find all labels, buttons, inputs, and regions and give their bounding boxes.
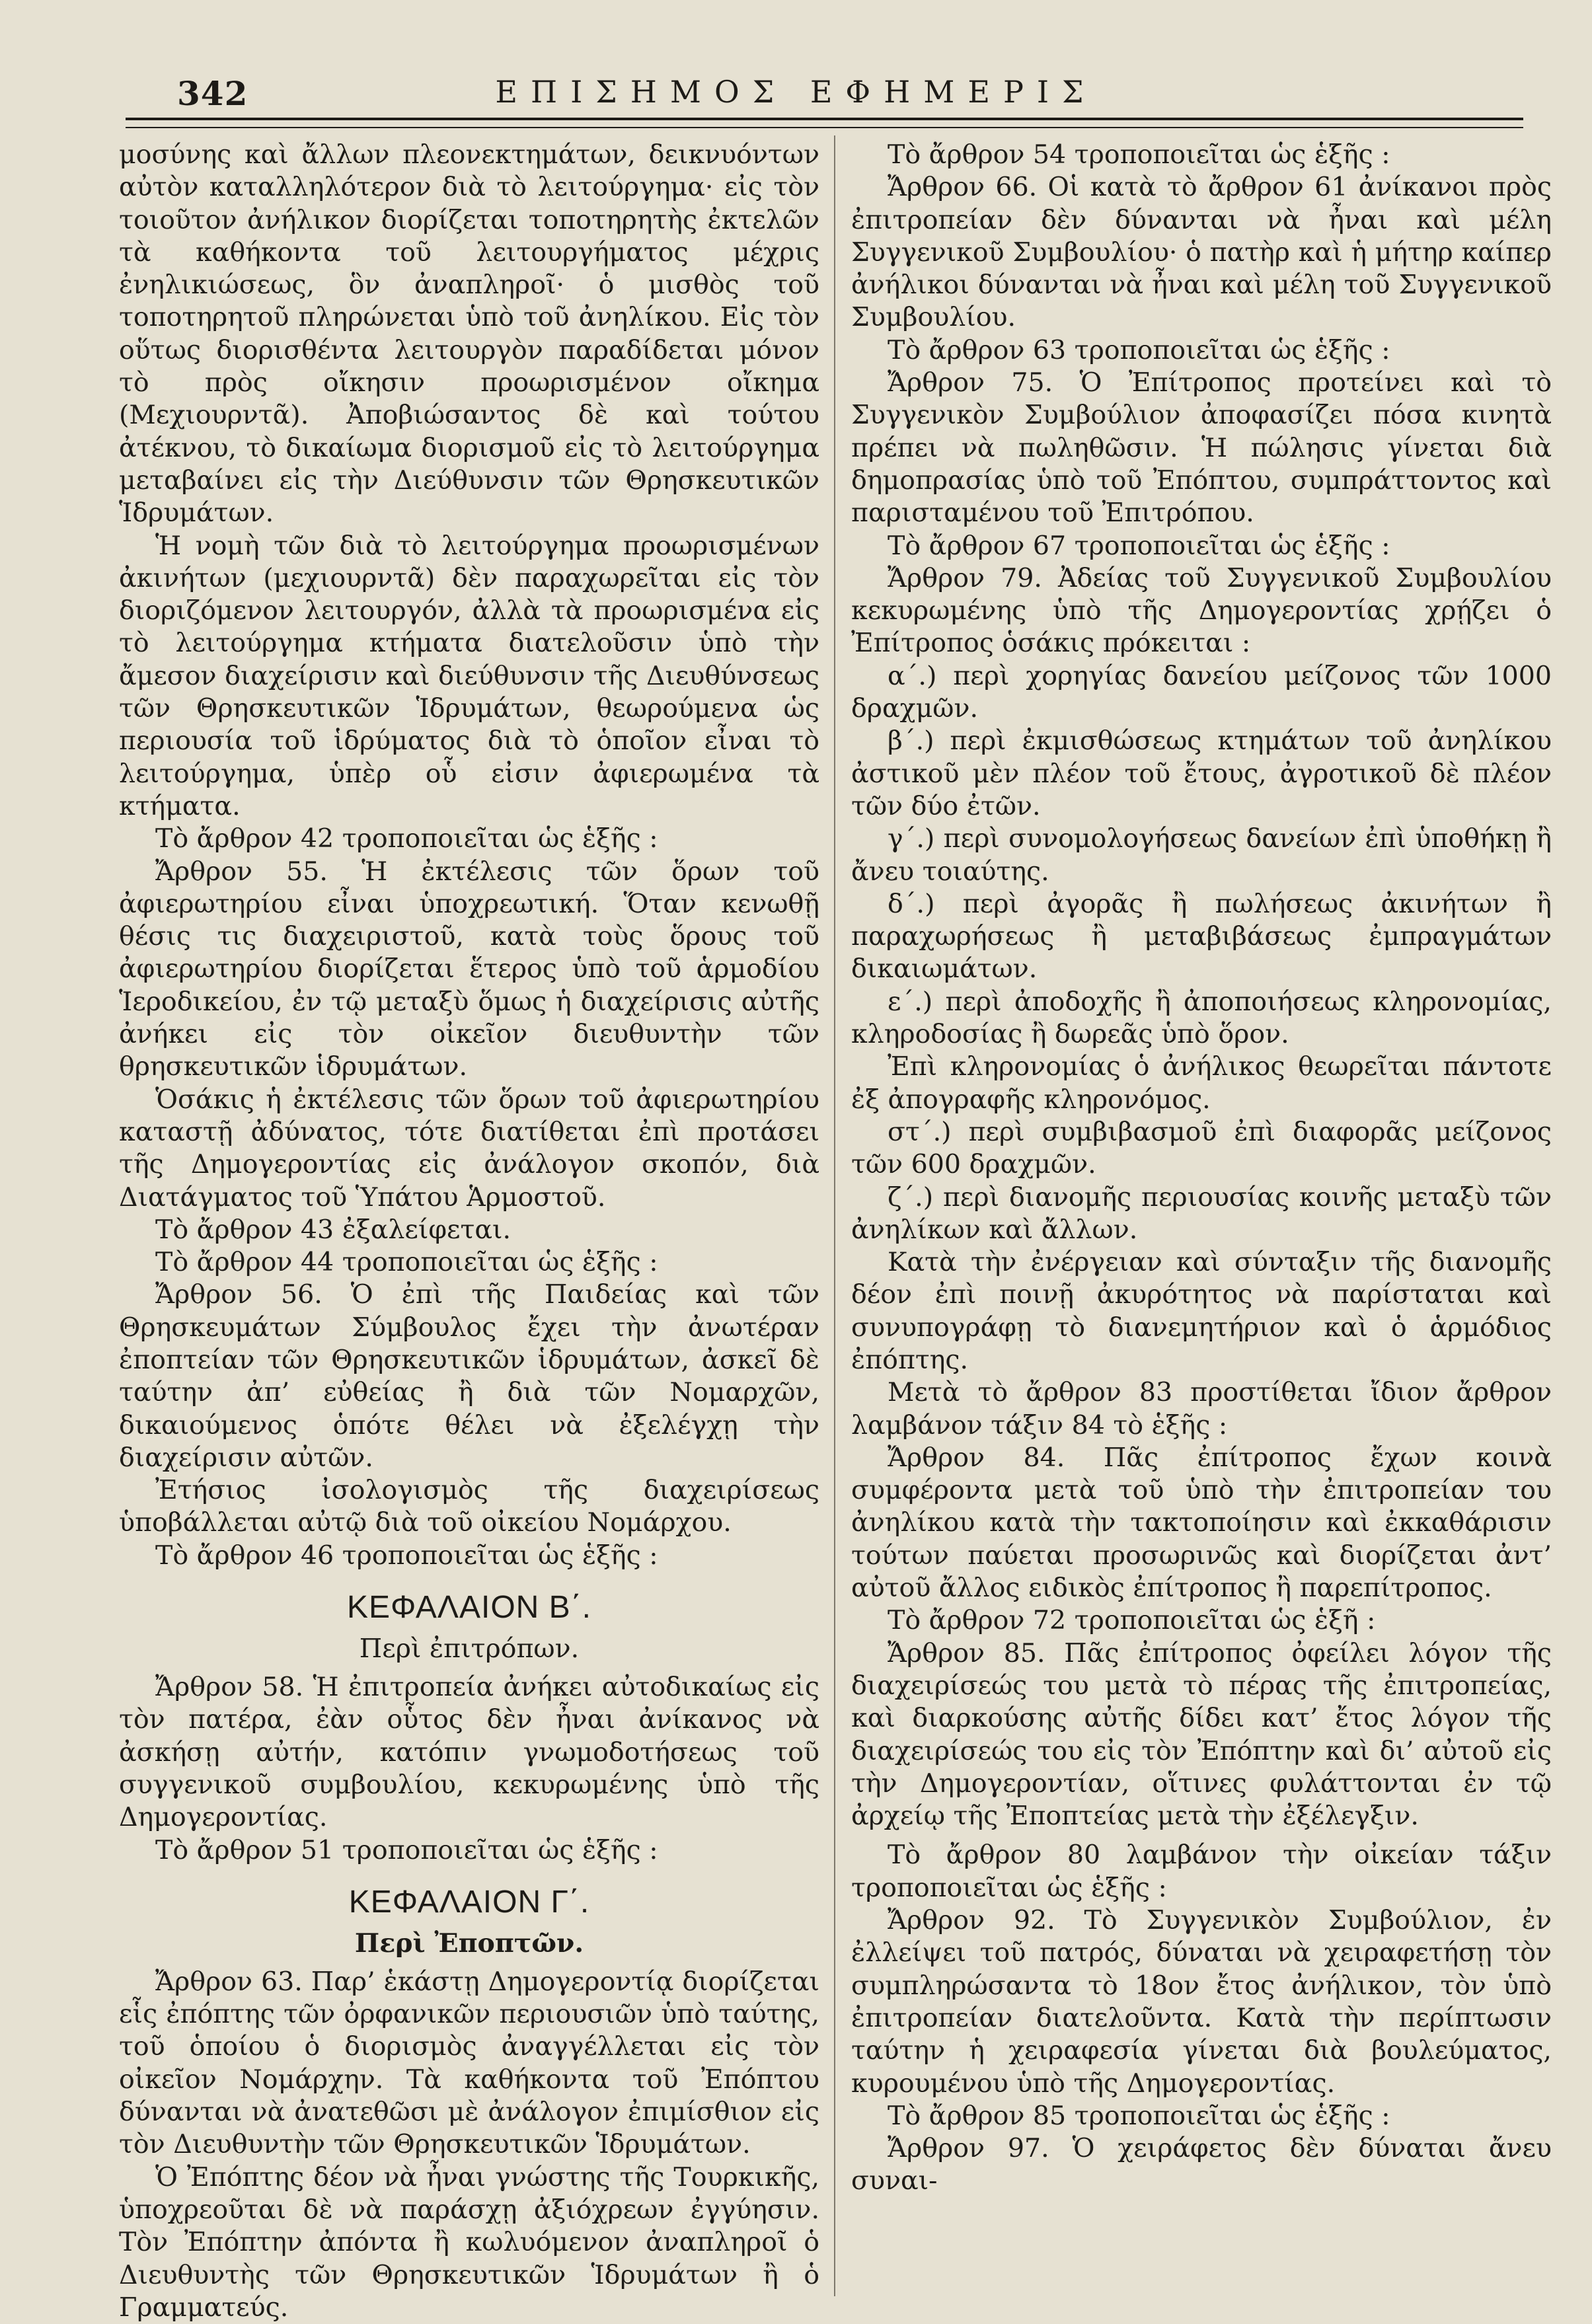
chapter-subheading: Περὶ Ἐποπτῶν.	[354, 1928, 584, 1959]
list-item: δ΄.) περὶ ἀγορᾶς ἢ πωλήσεως ἀκινήτων ἢ παραχωρήσεως ἢ μεταβιβάσεως ἐμπραγμάτων δικαιωμάτων.	[851, 888, 1552, 985]
paragraph: Ὁσάκις ἡ ἐκτέλεσις τῶν ὅρων τοῦ ἀφιερωτηρίου καταστῇ ἀδύνατος, τότε διατίθεται ἐπὶ προτάσει τῆς Δημογεροντίας εἰς ἀνάλογον σκοπόν, διὰ Διατάγματος τοῦ Ὑπάτου Ἁρμοστοῦ.	[119, 1084, 819, 1213]
chapter-subheading: Περὶ ἐπιτρόπων.	[359, 1633, 580, 1665]
paragraph: Ὁ Ἐπόπτης δέον νὰ ἦναι γνώστης τῆς Τουρκικῆς, ὑποχρεοῦται δὲ νὰ παράσχῃ ἀξιόχρεων ἐγγύησιν. Τὸν Ἐπόπτην ἀπόντα ἢ κωλυόμενον ἀναπληροῖ ὁ Διευθυντὴς τῶν Θρησκευτικῶν Ἱδρυμάτων ἢ ὁ Γραμματεύς.	[119, 2161, 819, 2323]
article-paragraph: Ἄρθρον 56. Ὁ ἐπὶ τῆς Παιδείας καὶ τῶν Θρησκευμάτων Σύμβουλος ἔχει τὴν ἀνωτέραν ἐποπτείαν τῶν Θρησκευτικῶν ἱδρυμάτων, ἀσκεῖ δὲ ταύτην ἀπ’ εὐθείας ἢ διὰ τῶν Νομαρχῶν, δικαιούμενος ὁπότε θέλει νὰ ἐξελέγχῃ τὴν διαχείρισιν αὐτῶν.	[119, 1279, 819, 1473]
amendment-line: Τὸ ἄρθρον 51 τροποποιεῖται ὡς ἑξῆς :	[155, 1834, 658, 1865]
column-divider	[834, 135, 835, 2296]
article-paragraph: Ἄρθρον 85. Πᾶς ἐπίτροπος ὀφείλει λόγον τῆς διαχειρίσεώς του μετὰ τὸ πέρας τῆς ἐπιτροπείας, καὶ διαρκούσης αὐτῆς δίδει κατ’ ἔτος λόγον τῆς διαχειρίσεώς του εἰς τὸν Ἐπόπτην καὶ δι’ αὐτοῦ εἰς τὴν Δημογεροντίαν, οἵτινες φυλάττονται ἐν τῷ ἀρχείῳ τῆς Ἐποπτείας μετὰ τὴν ἐξέλεγξιν.	[851, 1637, 1552, 1832]
left-column	[119, 139, 819, 2324]
list-item: α΄.) περὶ χορηγίας δανείου μείζονος τῶν 1000 δραχμῶν.	[851, 660, 1552, 724]
amendment-line: Τὸ ἄρθρον 72 τροποποιεῖται ὡς ἑξῆ :	[888, 1605, 1376, 1636]
article-paragraph: Ἄρθρον 79. Ἀδείας τοῦ Συγγενικοῦ Συμβουλίου κεκυρωμένης ὑπὸ τῆς Δημογεροντίας χρῄζει ὁ Ἐπίτροπος ὁσάκις πρόκειται :	[851, 562, 1552, 659]
amendment-line: Τὸ ἄρθρον 43 ἐξαλείφεται.	[155, 1214, 512, 1245]
page-number: 342	[177, 74, 248, 113]
chapter-heading: ΚΕΦΑΛΑΙΟΝ Γ΄.	[348, 1884, 590, 1920]
list-item: ε΄.) περὶ ἀποδοχῆς ἢ ἀποποιήσεως κληρονομίας, κληροδοσίας ἢ δωρεᾶς ὑπὸ ὅρον.	[851, 986, 1552, 1050]
amendment-line: Μετὰ τὸ ἄρθρον 83 προστίθεται ἴδιον ἄρθρον λαμβάνον τάξιν 84 τὸ ἑξῆς :	[851, 1377, 1552, 1441]
list-item: ζ΄.) περὶ διανομῆς περιουσίας κοινῆς μεταξὺ τῶν ἀνηλίκων καὶ ἄλλων.	[851, 1181, 1552, 1245]
journal-title: ΕΠΙΣΗΜΟΣ ΕΦΗΜΕΡΙΣ	[495, 74, 1097, 110]
page-header	[0, 0, 1592, 132]
list-item: β΄.) περὶ ἐκμισθώσεως κτημάτων τοῦ ἀνηλίκου ἀστικοῦ μὲν πλέον τοῦ ἔτους, ἀγροτικοῦ δὲ πλέον τῶν δύο ἐτῶν.	[851, 726, 1552, 821]
right-column	[851, 139, 1552, 2198]
amendment-line: Τὸ ἄρθρον 46 τροποποιεῖται ὡς ἑξῆς :	[155, 1540, 658, 1571]
chapter-heading: ΚΕΦΑΛΑΙΟΝ Β΄.	[346, 1590, 592, 1626]
article-paragraph: Ἄρθρον 66. Οἱ κατὰ τὸ ἄρθρον 61 ἀνίκανοι πρὸς ἐπιτροπείαν δὲν δύνανται νὰ ἦναι καὶ μέλη Συγγενικοῦ Συμβουλίου· ὁ πατὴρ καὶ ἡ μήτηρ καίπερ ἀνήλικοι δύνανται νὰ ἦναι καὶ μέλη τοῦ Συγγενικοῦ Συμβουλίου.	[851, 172, 1552, 333]
amendment-line: Τὸ ἄρθρον 54 τροποποιεῖται ὡς ἑξῆς :	[888, 139, 1390, 170]
paragraph: Ἐτήσιος ἰσολογισμὸς τῆς διαχειρίσεως ὑποβάλλεται αὐτῷ διὰ τοῦ οἰκείου Νομάρχου.	[119, 1475, 819, 1538]
list-item: στ΄.) περὶ συμβιβασμοῦ ἐπὶ διαφορᾶς μείζονος τῶν 600 δραχμῶν.	[851, 1116, 1552, 1180]
amendment-line: Τὸ ἄρθρον 80 λαμβάνον τὴν οἰκείαν τάξιν τροποποιεῖται ὡς ἑξῆς :	[851, 1840, 1552, 1903]
paragraph: μοσύνης καὶ ἄλλων πλεονεκτημάτων, δεικνυόντων αὐτὸν καταλληλότερον διὰ τὸ λειτούργημα· εἰς τὸν τοιοῦτον ἀνήλικον διορίζεται τοποτηρητὴς ἐκτελῶν τὰ καθήκοντα τοῦ λειτουργήματος μέχρις ἐνηλικιώσεως, ὃν ἀναπληροῖ· ὁ μισθὸς τοῦ τοποτηρητοῦ πληρώνεται ὑπὸ τοῦ ἀνηλίκου. Εἰς τὸν οὕτως διορισθέντα λειτουργὸν παραδίδεται μόνον τὸ πρὸς οἴκησιν προωρισμένον οἴκημα (Μεχιουρντᾶ). Ἀποβιώσαντος δὲ καὶ τούτου ἀτέκνου, τὸ δικαίωμα διορισμοῦ εἰς τὸ λειτούργημα μεταβαίνει εἰς τὴν Διεύθυνσιν τῶν Θρησκευτικῶν Ἱδρυμάτων.	[119, 139, 819, 529]
paragraph: Ἐπὶ κληρονομίας ὁ ἀνήλικος θεωρεῖται πάντοτε ἐξ ἀπογραφῆς κληρονόμος.	[851, 1051, 1552, 1115]
paragraph: Ἡ νομὴ τῶν διὰ τὸ λειτούργημα προωρισμένων ἀκινήτων (μεχιουρντᾶ) δὲν παραχωρεῖται εἰς τὸν διοριζόμενον λειτουργόν, ἀλλὰ τὰ προωρισμένα εἰς τὸ λειτούργημα κτήματα διατελοῦσιν ὑπὸ τὴν ἄμεσον διαχείρισιν καὶ διεύθυνσιν τῆς Διευθύνσεως τῶν Θρησκευτικῶν Ἱδρυμάτων, θεωρούμενα ὡς περιουσία τοῦ ἱδρύματος διὰ τὸ ὁποῖον εἶναι τὸ λειτούργημα, ὑπὲρ οὗ εἰσιν ἀφιερωμένα τὰ κτήματα.	[119, 530, 819, 821]
article-paragraph: Ἄρθρον 75. Ὁ Ἐπίτροπος προτείνει καὶ τὸ Συγγενικὸν Συμβούλιον ἀποφασίζει πόσα κινητὰ πρέπει νὰ πωληθῶσιν. Ἡ πώλησις γίνεται διὰ δημοπρασίας ὑπὸ τοῦ Ἐπόπτου, συμπράττοντος καὶ παρισταμένου τοῦ Ἐπιτρόπου.	[851, 367, 1552, 529]
article-paragraph: Ἄρθρον 84. Πᾶς ἐπίτροπος ἔχων κοινὰ συμφέροντα μετὰ τοῦ ὑπὸ τὴν ἐπιτροπείαν του ἀνηλίκου κατὰ τὴν τακτοποίησιν καὶ ἐκκαθάρισιν τούτων παύεται προσωρινῶς καὶ διορίζεται ἀντ’ αὐτοῦ ἄλλος ειδικὸς ἐπίτροπος ἢ παρεπίτροπος.	[851, 1442, 1552, 1604]
amendment-line: Τὸ ἄρθρον 67 τροποποιεῖται ὡς ἑξῆς :	[888, 530, 1390, 561]
header-rule	[126, 118, 1523, 128]
list-item: γ΄.) περὶ συνομολογήσεως δανείων ἐπὶ ὑποθήκῃ ἢ ἄνευ τοιαύτης.	[851, 823, 1552, 887]
article-paragraph: Ἄρθρον 63. Παρ’ ἑκάστῃ Δημογεροντίᾳ διορίζεται εἷς ἐπόπτης τῶν ὀρφανικῶν περιουσιῶν ὑπὸ ταύτης, τοῦ ὁποίου ὁ διορισμὸς ἀναγγέλλεται εἰς τὸν οἰκεῖον Νομάρχην. Τὰ καθήκοντα τοῦ Ἐπόπτου δύνανται νὰ ἀνατεθῶσι μὲ ἀνάλογον ἐπιμίσθιον εἰς τὸν Διευθυντὴν τῶν Θρησκευτικῶν Ἱδρυμάτων.	[119, 1966, 819, 2160]
amendment-line: Τὸ ἄρθρον 85 τροποποιεῖται ὡς ἑξῆς :	[888, 2100, 1390, 2131]
article-paragraph: Ἄρθρον 97. Ὁ χειράφετος δὲν δύναται ἄνευ συναι-	[851, 2133, 1552, 2196]
amendment-line: Τὸ ἄρθρον 42 τροποποιεῖται ὡς ἑξῆς :	[155, 823, 658, 854]
article-paragraph: Ἄρθρον 92. Τὸ Συγγενικὸν Συμβούλιον, ἐν ἐλλείψει τοῦ πατρός, δύναται νὰ χειραφετήσῃ τὸν συμπληρώσαντα τὸ 18ον ἔτος ἀνήλικον, τὸν ὑπὸ ἐπιτροπείαν διατελοῦντα. Κατὰ τὴν περίπτωσιν ταύτην ἡ χειραφεσία γίνεται διὰ βουλεύματος, κυρουμένου ὑπὸ τῆς Δημογεροντίας.	[851, 1905, 1552, 2099]
paragraph: Κατὰ τὴν ἐνέργειαν καὶ σύνταξιν τῆς διανομῆς δέον ἐπὶ ποινῇ ἀκυρότητος νὰ παρίσταται καὶ συνυπογράφῃ τὸ διανεμητήριον καὶ ὁ ἁρμόδιος ἐπόπτης.	[851, 1247, 1552, 1375]
article-paragraph: Ἄρθρον 58. Ἡ ἐπιτροπεία ἀνήκει αὐτοδικαίως εἰς τὸν πατέρα, ἐὰν οὗτος δὲν ἦναι ἀνίκανος νὰ ἀσκήσῃ αὐτήν, κατόπιν γνωμοδοτήσεως τοῦ συγγενικοῦ συμβουλίου, κεκυρωμένης ὑπὸ τῆς Δημογεροντίας.	[119, 1672, 819, 1833]
amendment-line: Τὸ ἄρθρον 44 τροποποιεῖται ὡς ἑξῆς :	[155, 1247, 658, 1278]
amendment-line: Τὸ ἄρθρον 63 τροποποιεῖται ὡς ἑξῆς :	[888, 334, 1390, 365]
article-paragraph: Ἄρθρον 55. Ἡ ἐκτέλεσις τῶν ὅρων τοῦ ἀφιερωτηρίου εἶναι ὑποχρεωτική. Ὅταν κενωθῇ θέσις τις διαχειριστοῦ, κατὰ τοὺς ὅρους τοῦ ἀφιερωτηρίου διορίζεται ἕτερος ὑπὸ τοῦ ἁρμοδίου Ἱεροδικείου, ἐν τῷ μεταξὺ ὅμως ἡ διαχείρισις αὐτῆς ἀνήκει εἰς τὸν οἰκεῖον διευθυντὴν τῶν θρησκευτικῶν ἱδρυμάτων.	[119, 856, 819, 1082]
